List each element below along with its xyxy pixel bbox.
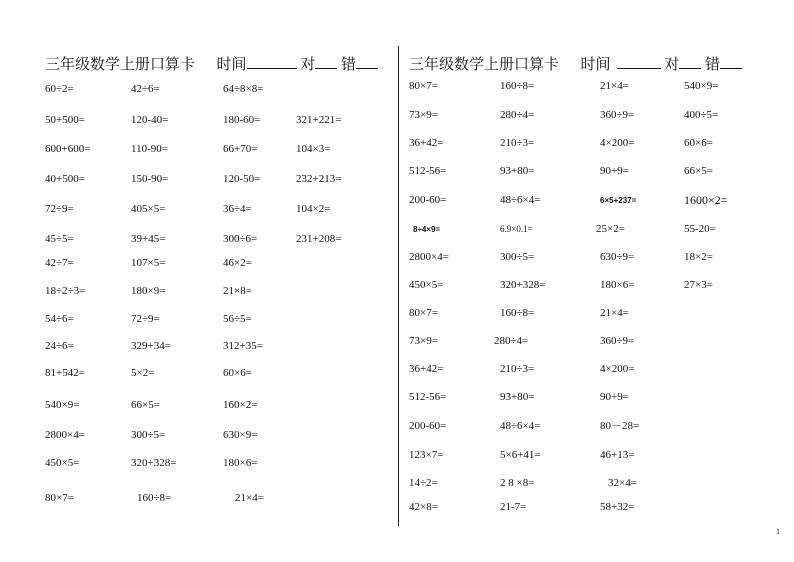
card-divider: [398, 46, 399, 526]
right-problem-r9-c3: 21×4=: [600, 307, 629, 319]
right-problem-r1-c3: 21×4=: [600, 80, 629, 92]
right-problem-r15-c2: 2 8 ×8=: [500, 477, 535, 489]
left-problem-r10-c3: 312+35=: [223, 340, 263, 352]
left-problem-r12-c3: 160×2=: [223, 399, 258, 411]
left-problem-r10-c2: 329+34=: [131, 340, 171, 352]
left-problem-r5-c2: 405×5=: [131, 203, 166, 215]
right-problem-r1-c1: 80×7=: [409, 80, 438, 92]
left-problem-r11-c2: 5×2=: [131, 367, 155, 379]
left-problem-r14-c2: 320+328=: [131, 457, 177, 469]
right-problem-r11-c2: 210÷3=: [500, 363, 535, 375]
left-problem-r2-c2: 120-40=: [131, 114, 169, 126]
left-problem-r2-c1: 50+500=: [45, 114, 85, 126]
left-problem-r3-c4: 104×3=: [296, 143, 331, 155]
right-problem-r10-c1: 73×9=: [409, 335, 438, 347]
right-problem-r4-c2: 93+80=: [500, 165, 535, 177]
right-problem-r12-c3: 90+9=: [600, 391, 629, 403]
right-problem-r2-c1: 73×9=: [409, 109, 438, 121]
right-problem-r13-c1: 200-60=: [409, 420, 447, 432]
right-problem-r4-c1: 512-56=: [409, 165, 447, 177]
right-problem-r1-c4: 540×9=: [684, 80, 719, 92]
left-card-title: 三年级数学上册口算卡: [45, 57, 196, 73]
left-problem-r5-c3: 36÷4=: [223, 203, 252, 215]
left-time-blank[interactable]: [247, 55, 297, 69]
left-problem-r10-c1: 24÷6=: [45, 340, 74, 352]
left-problem-r11-c3: 60×6=: [223, 367, 252, 379]
left-time-label: 时间: [216, 57, 247, 73]
left-correct-blank[interactable]: [315, 55, 337, 69]
left-problem-r8-c2: 180×9=: [131, 285, 166, 297]
left-problem-r15-c1: 80×7=: [45, 492, 74, 504]
left-problem-r2-c4: 321+221=: [296, 114, 342, 126]
right-problem-r6-c3: 25×2=: [596, 223, 625, 235]
left-problem-r13-c1: 2800×4=: [45, 429, 85, 441]
right-problem-r13-c3: 80－28=: [600, 420, 640, 432]
left-problem-r9-c1: 54÷6=: [45, 313, 74, 325]
left-problem-r3-c1: 600+600=: [45, 143, 91, 155]
right-problem-r7-c2: 300÷5=: [500, 251, 535, 263]
left-problem-r12-c2: 66×5=: [131, 399, 160, 411]
right-problem-r5-c3: 6×5+237=: [600, 196, 637, 205]
left-problem-r14-c3: 180×6=: [223, 457, 258, 469]
right-problem-r4-c3: 90+9=: [600, 165, 629, 177]
right-problem-r6-c4: 55-20=: [684, 223, 716, 235]
right-problem-r8-c2: 320+328=: [500, 279, 546, 291]
right-wrong-label: 错: [705, 57, 721, 73]
left-problem-r15-c3: 21×4=: [235, 492, 264, 504]
left-problem-r4-c2: 150-90=: [131, 173, 169, 185]
left-problem-r8-c1: 18÷2÷3=: [45, 285, 86, 297]
left-problem-r1-c3: 64÷8×8=: [223, 83, 264, 95]
right-problem-r10-c3: 360÷9=: [600, 335, 635, 347]
left-problem-r9-c3: 56÷5=: [223, 313, 252, 325]
right-problem-r8-c1: 450×5=: [409, 279, 444, 291]
left-problem-r14-c1: 450×5=: [45, 457, 80, 469]
left-problem-r4-c3: 120-50=: [223, 173, 261, 185]
right-problem-r11-c3: 4×200=: [600, 363, 635, 375]
right-problem-r2-c3: 360÷9=: [600, 109, 635, 121]
right-problem-r5-c2: 48÷6×4=: [500, 194, 541, 206]
left-problem-r6-c2: 39+45=: [131, 233, 166, 245]
right-time-blank[interactable]: [617, 55, 661, 69]
right-correct-label: 对: [664, 57, 680, 73]
right-time-label: 时间: [580, 57, 611, 73]
right-problem-r11-c1: 36+42=: [409, 363, 444, 375]
right-problem-r2-c2: 280÷4=: [500, 109, 535, 121]
left-problem-r5-c4: 104×2=: [296, 203, 331, 215]
left-problem-r6-c4: 231+208=: [296, 233, 342, 245]
right-card-title: 三年级数学上册口算卡: [409, 57, 560, 73]
right-problem-r16-c1: 42×8=: [409, 501, 438, 513]
right-problem-r15-c3: 32×4=: [608, 477, 637, 489]
right-wrong-blank[interactable]: [720, 55, 742, 69]
left-problem-r13-c3: 630×9=: [223, 429, 258, 441]
left-problem-r13-c2: 300÷5=: [131, 429, 166, 441]
left-problem-r1-c2: 42÷6=: [131, 83, 160, 95]
right-problem-r7-c1: 2800×4=: [409, 251, 449, 263]
right-problem-r9-c2: 160÷8=: [500, 307, 535, 319]
left-problem-r7-c1: 42÷7=: [45, 257, 74, 269]
left-wrong-label: 错: [341, 57, 357, 73]
right-problem-r14-c2: 5×6+41=: [500, 449, 541, 461]
right-card-header: [409, 53, 742, 74]
right-problem-r3-c4: 60×6=: [684, 137, 713, 149]
right-problem-r8-c4: 27×3=: [684, 279, 713, 291]
right-problem-r6-c2: 6.9×0.1=: [500, 224, 533, 234]
left-problem-r7-c3: 46×2=: [223, 257, 252, 269]
left-problem-r6-c1: 45÷5=: [45, 233, 74, 245]
right-problem-r12-c1: 512-56=: [409, 391, 447, 403]
left-problem-r4-c4: 232+213=: [296, 173, 342, 185]
left-problem-r5-c1: 72÷9=: [45, 203, 74, 215]
left-card-header: [45, 53, 378, 74]
right-problem-r3-c2: 210÷3=: [500, 137, 535, 149]
left-wrong-blank[interactable]: [356, 55, 378, 69]
page-number: 1: [776, 527, 780, 536]
left-problem-r15-c2: 160÷8=: [137, 492, 172, 504]
right-problem-r5-c1: 200-60=: [409, 194, 447, 206]
right-problem-r2-c4: 400÷5=: [684, 109, 719, 121]
right-problem-r6-c1: 8÷4×9=: [413, 225, 441, 234]
left-problem-r8-c3: 21×8=: [223, 285, 252, 297]
right-problem-r13-c2: 48÷6×4=: [500, 420, 541, 432]
right-problem-r14-c3: 46+13=: [600, 449, 635, 461]
right-problem-r14-c1: 123×7=: [409, 449, 444, 461]
right-problem-r9-c1: 80×7=: [409, 307, 438, 319]
left-problem-r4-c1: 40+500=: [45, 173, 85, 185]
right-problem-r7-c4: 18×2=: [684, 251, 713, 263]
left-problem-r3-c3: 66+70=: [223, 143, 258, 155]
left-problem-r3-c2: 110-90=: [131, 143, 168, 155]
right-problem-r10-c2: 280÷4=: [494, 335, 529, 347]
right-problem-r16-c3: 58+32=: [600, 501, 635, 513]
right-problem-r4-c4: 66×5=: [684, 165, 713, 177]
right-problem-r15-c1: 14÷2=: [409, 477, 438, 489]
right-problem-r7-c3: 630÷9=: [600, 251, 635, 263]
left-problem-r1-c1: 60÷2=: [45, 83, 74, 95]
right-problem-r12-c2: 93+80=: [500, 391, 535, 403]
right-correct-blank[interactable]: [679, 55, 701, 69]
right-problem-r3-c3: 4×200=: [600, 137, 635, 149]
right-problem-r3-c1: 36+42=: [409, 137, 444, 149]
right-problem-r16-c2: 21-7=: [500, 501, 527, 513]
right-problem-r1-c2: 160÷8=: [500, 80, 535, 92]
left-problem-r6-c3: 300÷6=: [223, 233, 258, 245]
left-problem-r7-c2: 107×5=: [131, 257, 166, 269]
left-problem-r9-c2: 72÷9=: [131, 313, 160, 325]
left-correct-label: 对: [300, 57, 316, 73]
left-problem-r2-c3: 180-60=: [223, 114, 261, 126]
right-problem-r8-c3: 180×6=: [600, 279, 635, 291]
left-problem-r11-c1: 81+542=: [45, 367, 85, 379]
right-problem-r5-c4: 1600×2=: [684, 193, 728, 207]
left-problem-r12-c1: 540×9=: [45, 399, 80, 411]
